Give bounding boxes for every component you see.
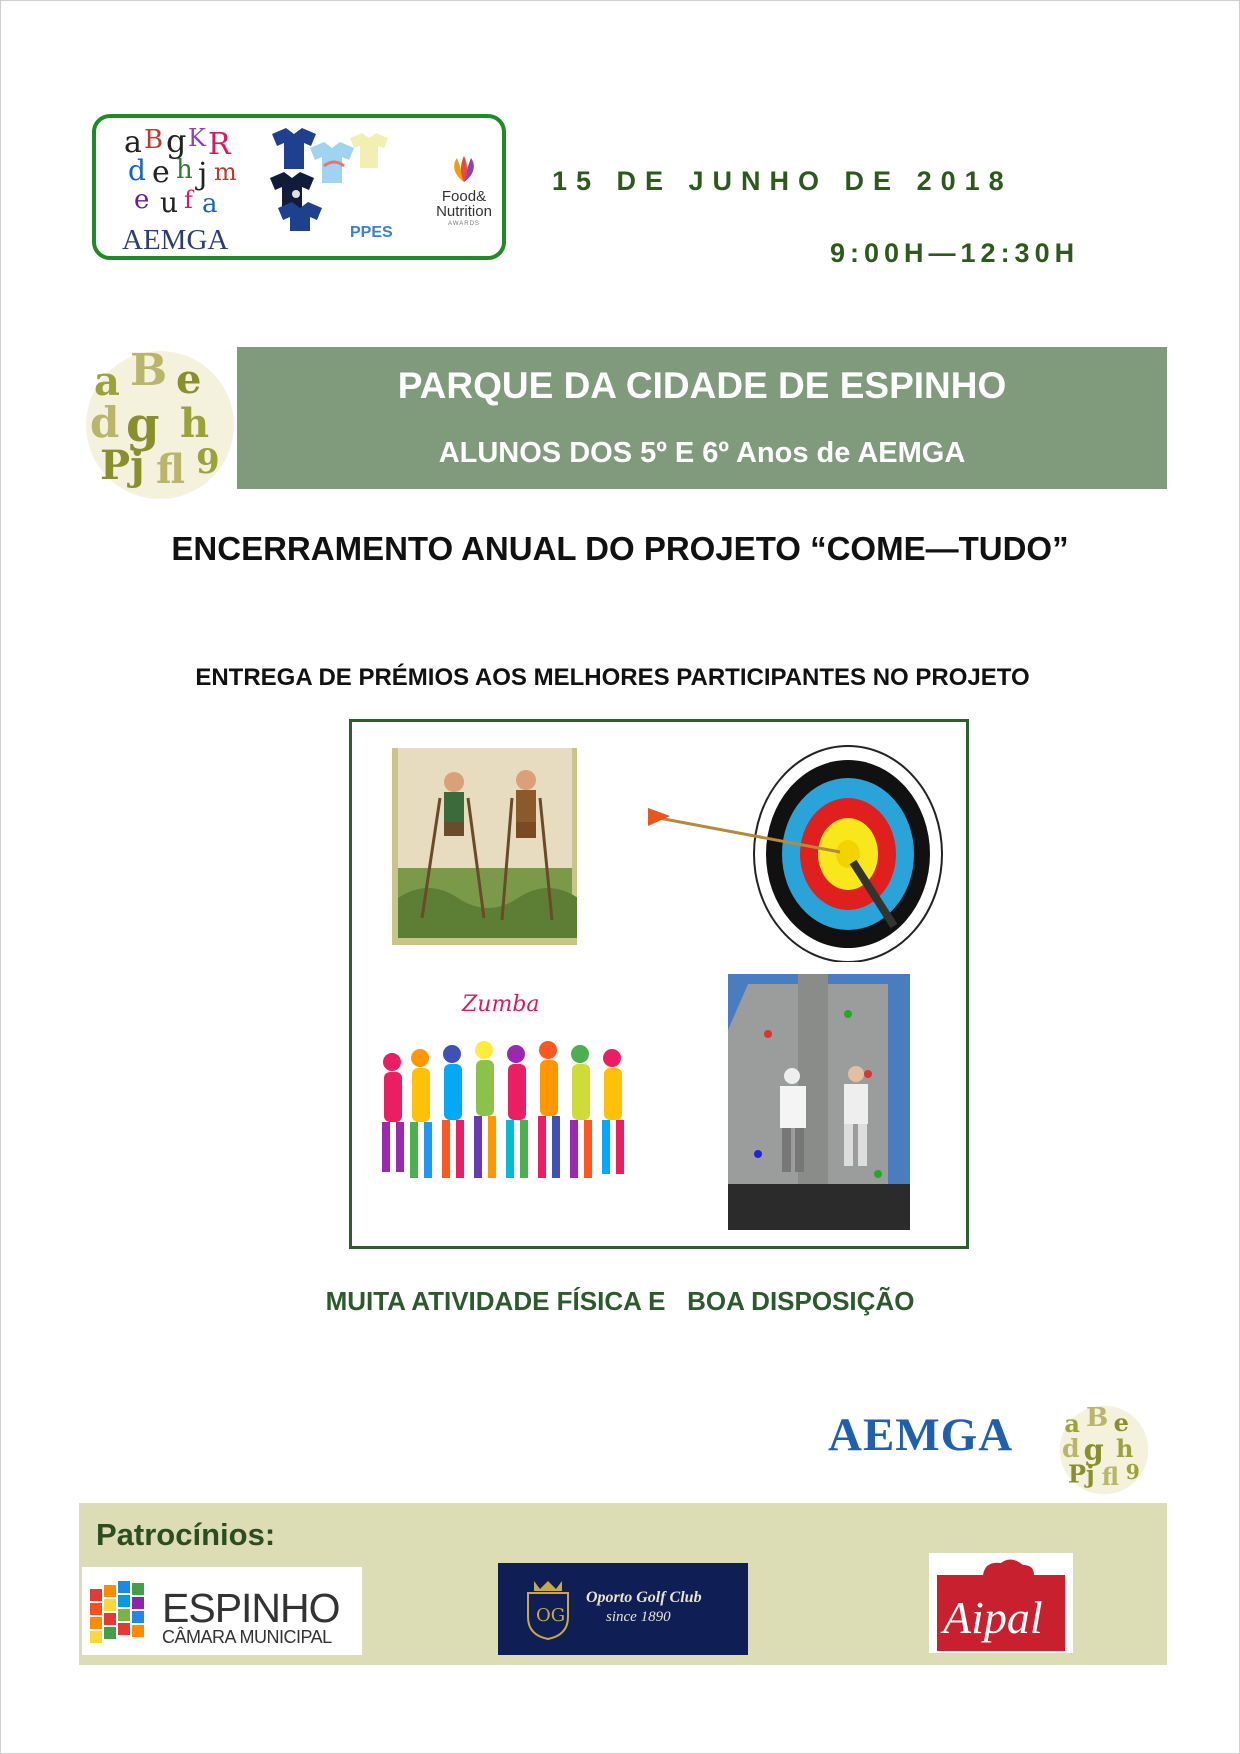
aemga-footer-logo: AEMGA: [828, 1409, 1014, 1461]
svg-text:f: f: [184, 186, 193, 214]
svg-text:Pj: Pj: [1068, 1459, 1095, 1489]
svg-text:g: g: [126, 397, 160, 453]
svg-text:a: a: [202, 189, 218, 219]
event-time: 9:00H—12:30H: [830, 238, 1080, 268]
letters-art-icon: [122, 122, 242, 222]
banner-subtitle: ALUNOS DOS 5º E 6º Anos de AEMGA: [438, 437, 966, 469]
svg-text:9: 9: [196, 442, 220, 482]
svg-text:d: d: [90, 398, 120, 447]
svg-text:B: B: [144, 125, 164, 155]
svg-text:h: h: [176, 155, 193, 185]
sponsor-oporto-golf-logo: [498, 1563, 748, 1655]
sponsor-espinho-logo: [82, 1567, 362, 1655]
golf-crest-icon: [524, 1579, 572, 1641]
sponsors-bar: [79, 1503, 1167, 1665]
sponsors-title: Patrocínios:: [96, 1517, 276, 1552]
tagline: MUITA ATIVIDADE FÍSICA E BOA DISPOSIÇÃO: [325, 1286, 915, 1316]
stilts-photo: [392, 748, 577, 945]
svg-text:h: h: [1116, 1434, 1134, 1464]
svg-text:K: K: [188, 124, 206, 152]
svg-text:u: u: [160, 186, 179, 219]
svg-text:OG: OG: [536, 1605, 566, 1626]
golf-club-name: Oporto Golf Club: [586, 1589, 702, 1606]
photo-collage: [349, 719, 969, 1249]
aemga-logo-text: AEMGA: [122, 224, 229, 256]
svg-text:fl: fl: [156, 446, 186, 493]
svg-text:g: g: [166, 122, 187, 160]
ppes-label: PPES: [350, 224, 393, 241]
svg-text:9: 9: [1125, 1459, 1140, 1484]
svg-text:e: e: [152, 155, 170, 190]
dancers-illustration-icon: [362, 992, 642, 1228]
svg-text:fl: fl: [1101, 1461, 1120, 1491]
event-date: 15 DE JUNHO DE 2018: [552, 166, 1013, 196]
zumba-photo: [362, 992, 642, 1228]
awards-heading: ENTREGA DE PRÉMIOS AOS MELHORES PARTICIPANTES NO PROJETO: [195, 664, 1030, 691]
tshirts-art-icon: [264, 126, 414, 236]
archery-target-icon: [648, 742, 948, 962]
svg-text:d: d: [128, 154, 146, 187]
climbing-wall-icon: [728, 974, 910, 1230]
flower-icon: [447, 154, 481, 184]
letter-ball-small-icon: [1056, 1402, 1152, 1498]
svg-text:a: a: [94, 358, 120, 405]
svg-text:m: m: [214, 158, 237, 186]
zumba-label: Zumba: [462, 992, 540, 1017]
svg-text:g: g: [1083, 1432, 1104, 1467]
svg-text:a: a: [1064, 1409, 1080, 1438]
svg-text:h: h: [180, 400, 210, 447]
location-banner: [237, 347, 1167, 489]
svg-text:e: e: [176, 356, 202, 403]
stilts-illustration-icon: [392, 748, 577, 945]
svg-text:j: j: [198, 157, 208, 192]
sponsor-aipal-logo: [929, 1553, 1073, 1653]
svg-text:B: B: [130, 345, 168, 396]
food-awards: AWARDS: [448, 221, 480, 227]
svg-text:e: e: [134, 185, 150, 215]
svg-text:a: a: [124, 125, 142, 160]
banner-title: PARQUE DA CIDADE DE ESPINHO: [397, 365, 1007, 406]
archery-target-photo: [648, 742, 948, 962]
espinho-name: ESPINHO: [162, 1585, 340, 1631]
svg-text:Pj: Pj: [100, 442, 145, 489]
food-line2: Nutrition: [436, 203, 492, 220]
food-line1: Food&: [441, 188, 487, 205]
golf-club-since: since 1890: [606, 1609, 671, 1625]
svg-text:R: R: [208, 127, 231, 162]
header-logo-box: [92, 114, 506, 260]
food-nutrition-logo: [424, 154, 504, 227]
aipal-name: Aipal: [943, 1592, 1043, 1643]
svg-text:B: B: [1086, 1402, 1109, 1433]
svg-text:e: e: [1113, 1407, 1129, 1437]
main-heading: ENCERRAMENTO ANUAL DO PROJETO “COME—TUDO”: [171, 530, 1069, 567]
climbing-wall-photo: [728, 974, 910, 1230]
svg-text:d: d: [1062, 1433, 1080, 1464]
espinho-mosaic-icon: [90, 1581, 154, 1645]
espinho-subtitle: CÂMARA MUNICIPAL: [162, 1627, 332, 1647]
letter-ball-logo-icon: [80, 345, 240, 505]
